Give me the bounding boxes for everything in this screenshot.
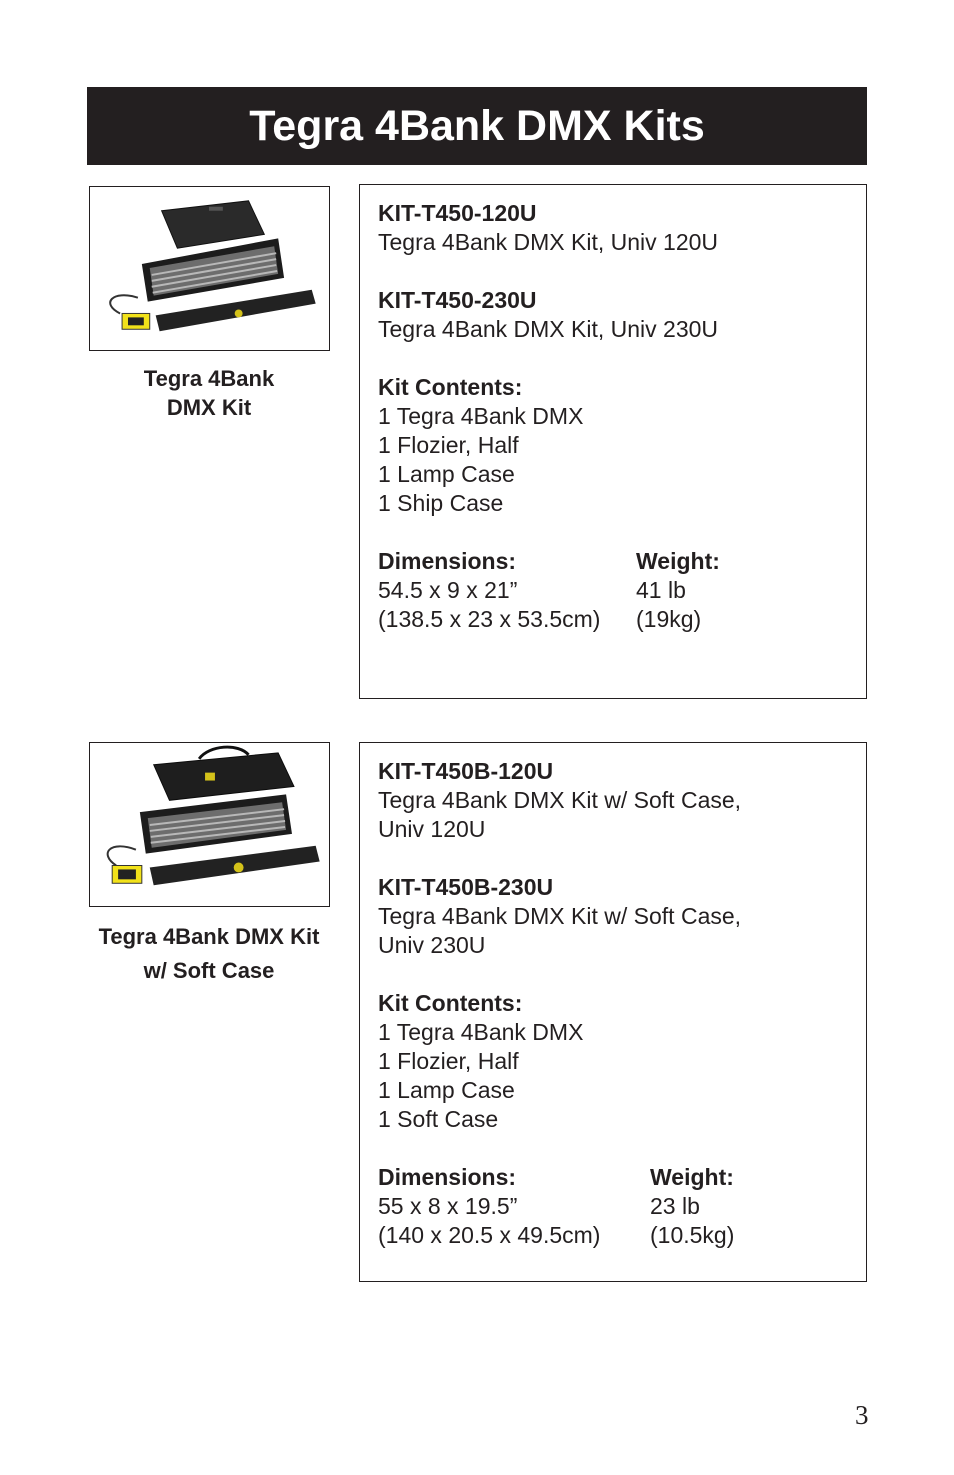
model-code: KIT-T450-230U bbox=[378, 287, 537, 313]
dimensions-imperial: 54.5 x 9 x 21” bbox=[378, 577, 518, 603]
kit-caption bbox=[84, 364, 334, 422]
kit-caption bbox=[84, 920, 334, 988]
dimensions-metric: (138.5 x 23 x 53.5cm) bbox=[378, 606, 601, 632]
soft-case-kit-photo bbox=[90, 743, 329, 906]
model-code: KIT-T450B-230U bbox=[378, 874, 554, 900]
model-description: Tegra 4Bank DMX Kit w/ Soft Case, bbox=[378, 903, 742, 929]
kit-contents-item: 1 Tegra 4Bank DMX bbox=[378, 403, 584, 429]
kit-contents-item: 1 Lamp Case bbox=[378, 461, 515, 487]
model-description: Univ 230U bbox=[378, 932, 486, 958]
kit-contents-item: 1 Tegra 4Bank DMX bbox=[378, 1019, 584, 1045]
kit-contents-item: 1 Soft Case bbox=[378, 1106, 499, 1132]
hard-case-kit-photo bbox=[90, 187, 329, 350]
model-code: KIT-T450B-120U bbox=[378, 758, 554, 784]
weight-imperial: 23 lb bbox=[650, 1193, 700, 1219]
weight-metric: (10.5kg) bbox=[650, 1222, 735, 1248]
dimensions-metric: (140 x 20.5 x 49.5cm) bbox=[378, 1222, 601, 1248]
kit-contents-item: 1 Flozier, Half bbox=[378, 432, 519, 458]
model-description: Univ 120U bbox=[378, 816, 486, 842]
weight-metric: (19kg) bbox=[636, 606, 702, 632]
caption-line: w/ Soft Case bbox=[143, 958, 275, 983]
caption-line: DMX Kit bbox=[166, 395, 252, 420]
kit-contents-item: 1 Flozier, Half bbox=[378, 1048, 519, 1074]
page-title: Tegra 4Bank DMX Kits bbox=[87, 87, 867, 165]
dimensions-imperial: 55 x 8 x 19.5” bbox=[378, 1193, 518, 1219]
weight-heading: Weight: bbox=[636, 548, 720, 574]
kit-contents-heading: Kit Contents: bbox=[378, 990, 523, 1016]
weight-heading: Weight: bbox=[650, 1164, 734, 1190]
model-description: Tegra 4Bank DMX Kit w/ Soft Case, bbox=[378, 787, 742, 813]
specs-row bbox=[378, 1163, 866, 1250]
kit-photo bbox=[89, 742, 330, 907]
page-number: 3 bbox=[855, 1400, 869, 1430]
dimensions-heading: Dimensions: bbox=[378, 1164, 517, 1190]
weight-imperial: 41 lb bbox=[636, 577, 686, 603]
kit-info-box bbox=[359, 184, 867, 699]
model-description: Tegra 4Bank DMX Kit, Univ 120U bbox=[378, 229, 719, 255]
specs-row bbox=[378, 547, 866, 634]
caption-line: Tegra 4Bank DMX Kit bbox=[98, 924, 320, 949]
model-description: Tegra 4Bank DMX Kit, Univ 230U bbox=[378, 316, 719, 342]
model-code: KIT-T450-120U bbox=[378, 200, 537, 226]
kit-contents-item: 1 Ship Case bbox=[378, 490, 504, 516]
kit-contents-heading: Kit Contents: bbox=[378, 374, 523, 400]
kit-photo bbox=[89, 186, 330, 351]
kit-info-box bbox=[359, 742, 867, 1282]
dimensions-heading: Dimensions: bbox=[378, 548, 517, 574]
caption-line: Tegra 4Bank bbox=[143, 366, 275, 391]
kit-contents-item: 1 Lamp Case bbox=[378, 1077, 515, 1103]
